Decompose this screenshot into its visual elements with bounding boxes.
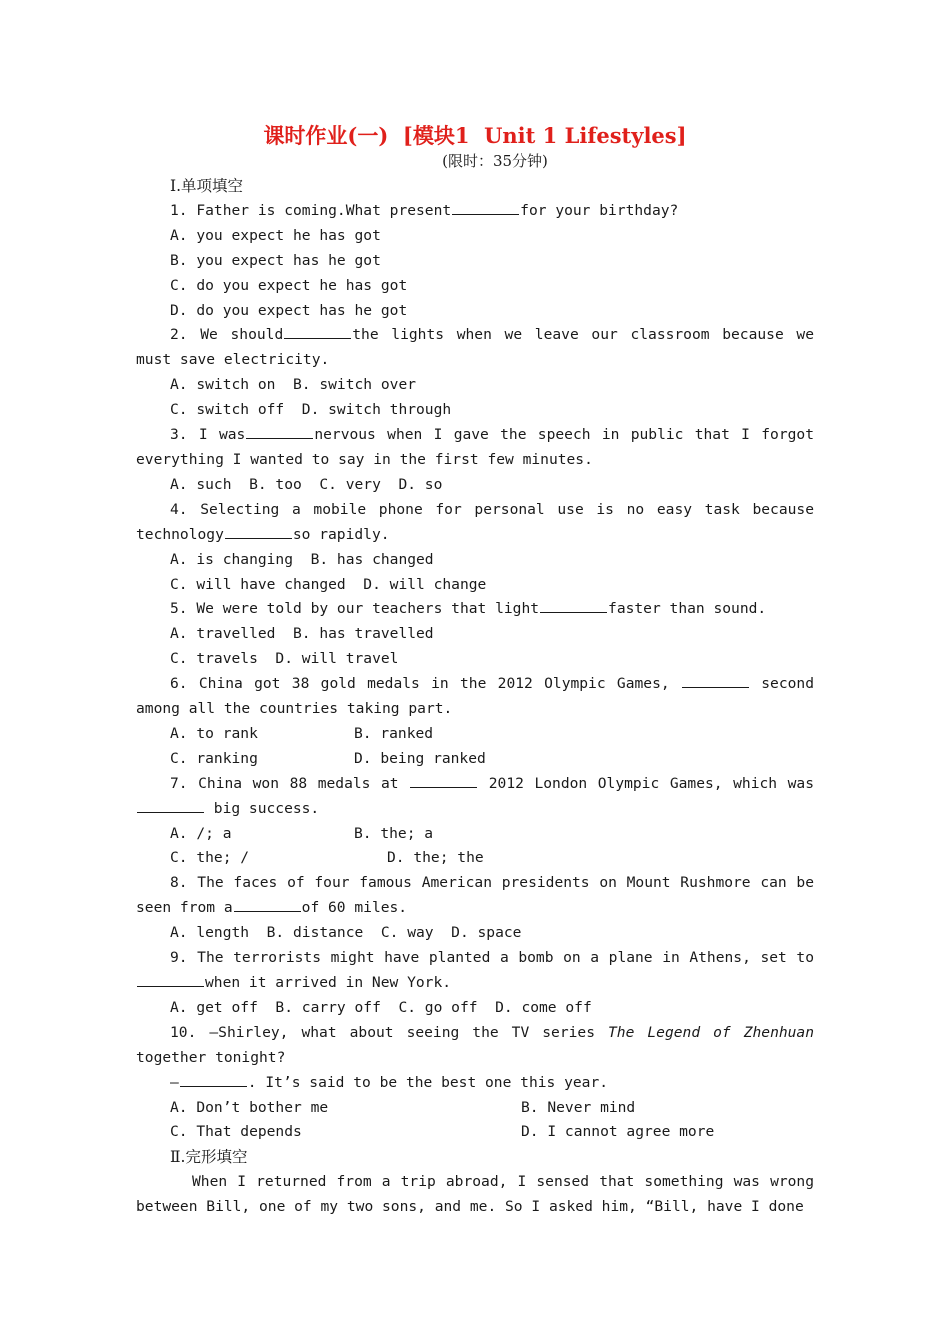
- option-row: A. switch on B. switch over: [170, 376, 417, 394]
- option: C. That depends: [170, 1123, 302, 1141]
- option-row: A. get off B. carry off C. go off D. come off: [170, 998, 592, 1016]
- option: C. do you expect he has got: [170, 276, 408, 294]
- question-8: 8. The faces of four famous American presidents on Mount Rushmore can be seen from a of 60 miles.: [136, 874, 814, 917]
- option: A. Don’t bother me: [170, 1098, 329, 1116]
- option: B. Never mind: [521, 1098, 636, 1116]
- tv-series-title: The Legend of Zhenhuan: [608, 1023, 815, 1041]
- options-q7-row2: [136, 846, 814, 871]
- worksheet-content: [136, 174, 814, 1220]
- question-6: 6. China got 38 gold medals in the 2012 Olympic Games, second among all the countries taking part.: [136, 675, 814, 718]
- options-q10: [136, 1096, 814, 1146]
- option-row: C. travels D. will travel: [170, 650, 399, 668]
- question-10: 10. —Shirley, what about seeing the TV series The Legend of Zhenhuan together tonight?: [136, 1023, 815, 1066]
- option: A. you expect he has got: [170, 226, 381, 244]
- question-5: 5. We were told by our teachers that light faster than sound.: [170, 600, 767, 618]
- option: A. /; a: [170, 824, 232, 842]
- option: D. I cannot agree more: [521, 1123, 715, 1141]
- answer-blank: [284, 324, 351, 339]
- option: D. being ranked: [354, 749, 486, 767]
- option: C. ranking: [170, 749, 258, 767]
- question-4: 4. Selecting a mobile phone for personal use is no easy task because technology so rapidly.: [136, 500, 814, 543]
- answer-blank: [137, 798, 204, 813]
- answer-blank: [137, 972, 204, 987]
- options-q6: [136, 722, 814, 772]
- option: B. ranked: [354, 724, 434, 742]
- options-q7-row1: [136, 822, 814, 847]
- answer-blank: [180, 1072, 247, 1087]
- section-heading-cloze: Ⅱ.完形填空: [170, 1148, 248, 1167]
- option-row: A. travelled B. has travelled: [170, 625, 434, 643]
- option-row: A. such B. too C. very D. so: [170, 475, 443, 493]
- option: A. to rank: [170, 724, 258, 742]
- question-2: 2. We should the lights when we leave our classroom because we must save electricity.: [136, 326, 814, 369]
- cloze-paragraph: When I returned from a trip abroad, I sensed that something was wrong between Bill, one of my two sons, and me. So I asked him, “Bill, have I done: [136, 1173, 814, 1216]
- question-3: 3. I was nervous when I gave the speech in public that I forgot everything I wanted to say in the first few minutes.: [136, 426, 814, 468]
- answer-blank: [410, 773, 477, 788]
- question-1: 1. Father is coming.What present for your birthday?: [170, 201, 679, 219]
- option: B. you expect has he got: [170, 251, 381, 269]
- option-row: A. length B. distance C. way D. space: [170, 924, 522, 942]
- answer-blank: [540, 598, 607, 613]
- answer-blank: [682, 673, 749, 688]
- time-limit: (限时：35分钟): [442, 152, 548, 170]
- option: C. the; /: [170, 849, 250, 867]
- page-title: 课时作业(一) [模块1 Unit 1 Lifestyles]: [263, 123, 687, 148]
- answer-blank: [225, 524, 292, 539]
- option: D. the; the: [387, 849, 484, 867]
- question-10-reply: — . It’s said to be the best one this year.: [170, 1073, 609, 1091]
- option: D. do you expect has he got: [170, 301, 408, 319]
- option-row: C. switch off D. switch through: [170, 401, 452, 419]
- question-9: 9. The terrorists might have planted a bomb on a plane in Athens, set towhen it arrived in New York.: [136, 946, 814, 996]
- section-heading-single-choice: Ⅰ.单项填空: [170, 177, 244, 195]
- answer-blank: [234, 897, 301, 912]
- question-7: 7. China won 88 medals at 2012 London Olympic Games, which was big success.: [136, 772, 814, 822]
- answer-blank: [452, 200, 519, 215]
- option: B. the; a: [354, 824, 434, 842]
- answer-blank: [246, 424, 313, 439]
- option-row: C. will have changed D. will change: [170, 575, 487, 593]
- option-row: A. is changing B. has changed: [170, 550, 434, 568]
